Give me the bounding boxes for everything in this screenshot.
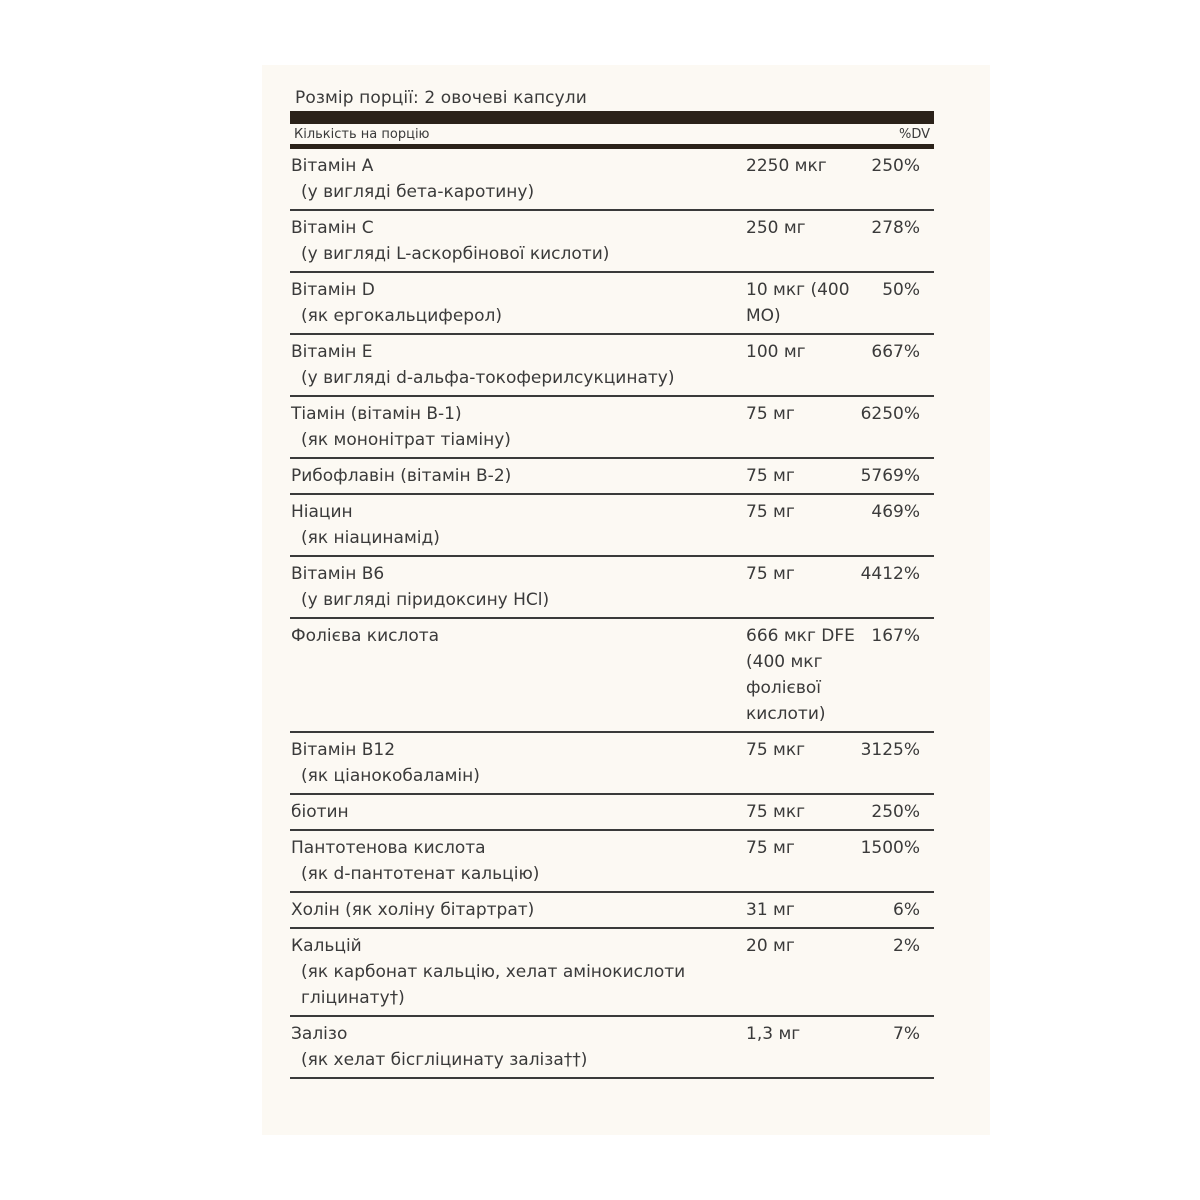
nutrient-dv: 3125% [860,740,920,760]
table-row [290,929,934,1017]
nutrient-name: Холін (як холіну бітартрат) [291,900,535,920]
nutrient-name-cell [290,799,746,825]
nutrient-name-cell [290,499,746,551]
nutrient-name-cell [290,463,746,489]
table-row [290,335,934,397]
table-row [290,795,934,831]
supplement-facts-table [290,86,934,1079]
nutrient-name: Фолієва кислота [291,626,440,646]
nutrient-list [290,149,934,1079]
table-row [290,397,934,459]
table-row [290,459,934,495]
nutrient-dv: 250% [871,802,920,822]
nutrient-dv: 5769% [860,466,920,486]
nutrient-dv: 1500% [860,838,920,858]
nutrient-amount: 666 мкг DFE (400 мкг фолієвої кислоти) [746,626,855,724]
nutrient-source: (як ніацинамід) [301,528,440,548]
nutrient-source: (як ціанокобаламін) [301,766,480,786]
nutrient-amount: 75 мг [746,838,795,858]
nutrient-source: (у вигляді d-альфа-токоферилсукцинату) [301,368,675,388]
nutrient-name-cell [290,401,746,453]
table-row [290,619,934,733]
nutrient-dv: 4412% [860,564,920,584]
table-header [290,124,934,144]
nutrient-name: Вітамін В12 [291,740,396,760]
table-row [290,1017,934,1079]
nutrient-amount: 2250 мкг [746,156,827,176]
nutrient-dv: 250% [871,156,920,176]
nutrient-source: (як мононітрат тіаміну) [301,430,511,450]
table-row [290,733,934,795]
nutrient-name-cell [290,737,746,789]
nutrient-dv: 6% [893,900,920,920]
table-row [290,495,934,557]
nutrient-name-cell [290,561,746,613]
nutrient-name: Залізо [291,1024,348,1044]
nutrient-name: Кальцій [291,936,362,956]
nutrient-name: Вітамін А [291,156,374,176]
nutrient-amount: 1,3 мг [746,1024,801,1044]
nutrient-source: (як ергокальциферол) [301,306,502,326]
nutrient-dv: 6250% [860,404,920,424]
nutrient-name: Пантотенова кислота [291,838,486,858]
nutrient-dv: 167% [871,626,920,646]
nutrient-amount: 75 мг [746,564,795,584]
nutrient-name-cell [290,277,746,329]
nutrient-amount: 75 мкг [746,802,806,822]
nutrient-name-cell [290,933,746,1011]
nutrient-name: Вітамін D [291,280,375,300]
thick-divider [290,111,934,124]
table-row [290,273,934,335]
nutrient-name: Рибофлавін (вітамін В-2) [291,466,512,486]
serving-size: Розмір порції: 2 овочеві капсули [295,88,587,108]
nutrient-name-cell [290,623,746,727]
nutrient-amount: 75 мг [746,502,795,522]
nutrient-amount: 75 мг [746,466,795,486]
nutrient-dv: 278% [871,218,920,238]
nutrient-name: біотин [291,802,349,822]
nutrient-name-cell [290,339,746,391]
nutrient-dv: 7% [893,1024,920,1044]
nutrient-name-cell [290,1021,746,1073]
nutrient-name-cell [290,897,746,923]
nutrient-source: (у вигляді бета-каротину) [301,182,535,202]
nutrient-source: (як карбонат кальцію, хелат амінокислоти гліцинату†) [301,962,686,1008]
nutrient-source: (як хелат бісгліцинату заліза††) [301,1050,588,1070]
nutrient-name-cell [290,835,746,887]
nutrient-amount: 75 мг [746,404,795,424]
table-row [290,831,934,893]
dv-label: %DV [898,126,930,142]
nutrient-name: Тіамін (вітамін В-1) [291,404,462,424]
nutrient-source: (у вигляді L-аскорбінової кислоти) [301,244,610,264]
nutrient-amount: 10 мкг (400 МО) [746,280,850,326]
table-row [290,149,934,211]
nutrient-name: Ніацин [291,502,353,522]
nutrient-name: Вітамін В6 [291,564,385,584]
nutrient-name: Вітамін Е [291,342,373,362]
nutrient-dv: 469% [871,502,920,522]
nutrient-dv: 2% [893,936,920,956]
amount-per-serving-label: Кількість на порцію [294,126,430,142]
nutrient-source: (у вигляді піридоксину HCl) [301,590,550,610]
nutrient-dv: 667% [871,342,920,362]
nutrient-dv: 50% [882,280,920,300]
nutrient-name-cell [290,215,746,267]
nutrient-source: (як d-пантотенат кальцію) [301,864,540,884]
nutrient-amount: 20 мг [746,936,795,956]
nutrient-amount: 75 мкг [746,740,806,760]
nutrient-amount: 31 мг [746,900,795,920]
table-row [290,557,934,619]
nutrient-name: Вітамін С [291,218,374,238]
table-row [290,211,934,273]
nutrient-amount: 100 мг [746,342,806,362]
nutrient-amount: 250 мг [746,218,806,238]
table-row [290,893,934,929]
nutrient-name-cell [290,153,746,205]
